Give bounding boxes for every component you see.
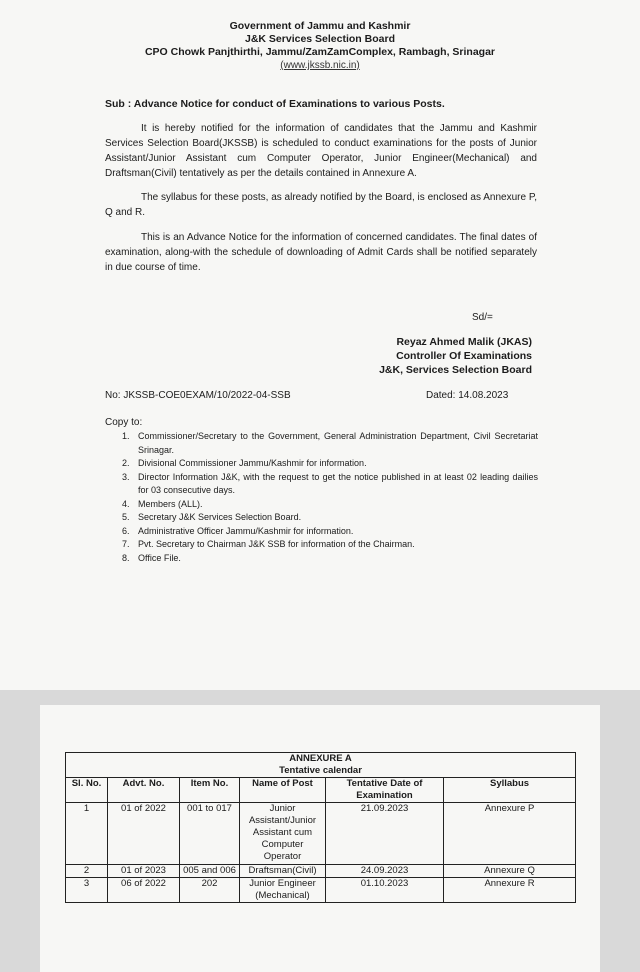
header-board: J&K Services Selection Board [245,33,395,45]
list-item: 3. Director Information J&K, with the request to get the notice published in at least 02 leading dailies for 03 consecutive days. [122,471,538,495]
list-item: 2. Divisional Commissioner Jammu/Kashmir for information. [122,458,367,468]
cell-syllabus: Annexure Q [444,865,576,878]
cell-date: 24.09.2023 [326,865,444,878]
cell-advt: 01 of 2022 [108,803,180,865]
subject-line: Sub : Advance Notice for conduct of Examinations to various Posts. [105,98,445,110]
annexure-title: ANNEXURE A [289,753,352,764]
signatory-name: Reyaz Ahmed Malik (JKAS) [396,336,532,348]
cell-sl: 2 [66,865,108,878]
cell-post: Junior Engineer (Mechanical) [240,878,326,903]
list-item: 6. Administrative Officer Jammu/Kashmir for information. [122,525,354,536]
sd-mark: Sd/= [472,312,493,323]
website-link[interactable]: (www.jkssb.nic.in) [280,60,360,71]
col-exam-date: Tentative Date of Examination [326,778,444,803]
cell-item: 202 [180,878,240,903]
copy-to-title: Copy to: [105,417,143,428]
cell-advt: 06 of 2022 [108,878,180,903]
list-item: 8. Office File. [122,552,181,563]
cell-date: 21.09.2023 [326,803,444,865]
cell-item: 001 to 017 [180,803,240,865]
reference-date: Dated: 14.08.2023 [426,390,509,401]
annexure-caption [66,753,576,778]
list-item: 4. Members (ALL). [122,498,203,509]
cell-date: 01.10.2023 [326,878,444,903]
col-syllabus: Syllabus [444,778,576,803]
table-row [66,865,576,878]
list-item: 1. Commissioner/Secretary to the Government, General Administration Department, Civil Secretariat Srinagar. [122,431,538,455]
signatory-office: J&K, Services Selection Board [379,364,532,376]
cell-sl: 3 [66,878,108,903]
col-item-no: Item No. [180,778,240,803]
paragraph-3: This is an Advance Notice for the information of concerned candidates. The final dates of examination, along-with the schedule of downloading of Admit Cards shall be notified separately in due course of time. [105,232,537,273]
table-row [66,878,576,903]
cell-syllabus: Annexure P [444,803,576,865]
annexure-subtitle: Tentative calendar [279,765,362,776]
cell-post: Junior Assistant/Junior Assistant cum Computer Operator [240,803,326,865]
copy-to-list [122,430,538,565]
cell-advt: 01 of 2023 [108,865,180,878]
col-advt-no: Advt. No. [108,778,180,803]
signatory-designation: Controller Of Examinations [396,350,532,362]
reference-number: No: JKSSB-COE0EXAM/10/2022-04-SSB [105,390,291,401]
cell-syllabus: Annexure R [444,878,576,903]
header-government: Government of Jammu and Kashmir [229,20,411,32]
paragraph-2: The syllabus for these posts, as already notified by the Board, is enclosed as Annexure P, Q and R. [105,192,537,218]
col-sl-no: Sl. No. [66,778,108,803]
cell-post: Draftsman(Civil) [240,865,326,878]
cell-item: 005 and 006 [180,865,240,878]
col-post-name: Name of Post [240,778,326,803]
annexure-table [65,752,576,903]
list-item: 5. Secretary J&K Services Selection Board. [122,512,302,522]
table-header-row [66,778,576,803]
cell-sl: 1 [66,803,108,865]
table-row [66,803,576,865]
paragraph-1: It is hereby notified for the information of candidates that the Jammu and Kashmir Services Selection Board(JKSSB) is scheduled to conduct examinations for the posts of Junior Assistant/Junior Assistant cum Computer Operator, Junior Engineer(Mechanical) and Draftsman(Civil) tentatively as per the details contained in Annexure A. [105,123,537,179]
header-address: CPO Chowk Panjthirthi, Jammu/ZamZamComplex, Rambagh, Srinagar [144,46,496,58]
list-item: 7. Pvt. Secretary to Chairman J&K SSB for information of the Chairman. [122,539,415,549]
